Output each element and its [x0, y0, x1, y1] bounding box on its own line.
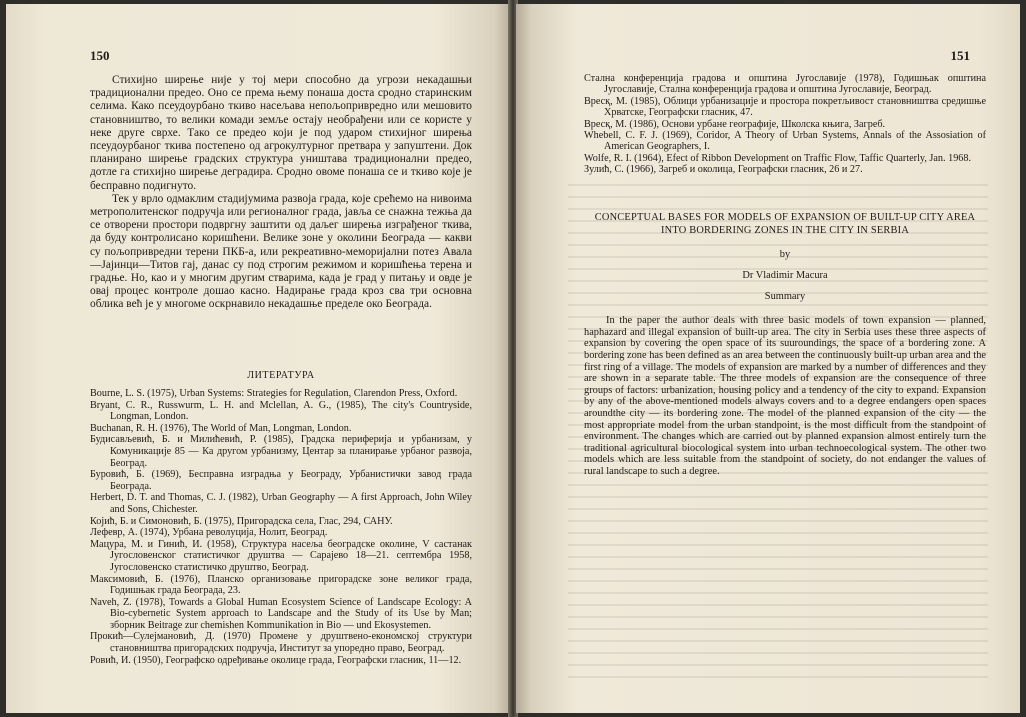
summary-author: Dr Vladimir Macura [742, 270, 828, 282]
reference-item: Wolfe, R. I. (1964), Efect of Ribbon Development on Traffic Flow, Taffic Quarterly, Jan. 1968. [584, 152, 972, 164]
reference-item: Whebell, C. F. J. (1969), Coridor, A Theory of Urban Systems, Annals of the Assosiation of American Geographers, I. [584, 130, 986, 153]
reference-item: Naveh, Z. (1978), Towards a Global Human Ecosystem Science of Landscape Ecology: A Bio-cybernetic System approach to Landscape and the Study of its Use by Man; зборник Beitrage zur chemishen Kommunikation in Bio — und Ekosystemen. [90, 596, 472, 631]
paragraph: Стихијно ширење није у тој мери способно да угрози некадашњи традиционални предео. Оно се према њему понаша доста сродно старинским селима. Како псеудоурбано ткиво насељава непољопривредно или мешовито становништво, то велики комади земље остају необрађени или се користе у неке друге сврхе. Тако се предео који је под ударом стихијног ширења псеудоурбаног ткива постепено од агрокултурног претвара у запуштени. Док планирано ширење градских структура уништава традиционални предео, дотле га стихијно ширење деградира. Сродно овоме понаша се и ткиво које је бесправно подигнуто. [90, 74, 472, 192]
english-summary [584, 212, 986, 478]
page-number: 150 [90, 48, 110, 63]
reference-item: Bryant, C. R., Russwurm, L. H. and Mclellan, A. G., (1985), The city's Countryside, Longman, London. [90, 399, 472, 423]
reference-item: Buchanan, R. H. (1976), The World of Man, Longman, London. [90, 422, 352, 434]
reference-item: Максимовић, Б. (1976), Планско организовање пригорадске зоне великог града, Годишњак града Београда, 23. [90, 573, 472, 597]
paragraph: Тек у врло одмаклим стадијумима развоја града, које срећемо на нивоима метрополитенског подручја или регионалног града, јавља се снажна тежња да се отворени простори подвргну заштити од даљег ширења изграђеног ткива, да буду контролисано коришћени. Велике зоне у околини Београда — какви су пољопривредни терени ПКБ-а, или рекреативно-меморијални потез Авала—Јајинци—Титов гај, данас су под строгим режимом и коришћења терена и градње. Но, као и у многим другим стварима, када је град у питању и овде је овај процес контроле дошао касно. Надирање града кроз сва три основна облика већ је у многоме оскрнавило некадашње пределе око Београда. [90, 192, 472, 311]
summary-title: CONCEPTUAL BASES FOR MODELS OF EXPANSION OF BUILT-UP CITY AREA INTO BORDERING ZONES IN THE CITY IN SERBIA [594, 212, 976, 236]
reference-item: Herbert, D. T. and Thomas, C. J. (1982), Urban Geography — A first Approach, John Wiley and Sons, Chichester. [90, 492, 472, 515]
summary-text: In the paper the author deals with three basic models of town expansion — planned, haphazard and illegal expansion of built-up area. The city in Serbia uses these three aspects of expansion by covering the open space of its suuroundings, the space of a bordering zone. A bordering zone has been defined as an area between the continuously built-up urban area and the first ring of a village. The models of expansion are marked by a number of differences and they are shown in a separate table. The three models of expansion are the consequence of three groups of factors: urbanization, housing policy and a tendency of the city to expand. Expansion by any of the above-mentioned models always covers and to a degree endangers open spaces aroundthe city — its bordering zone. The model of the planned expansion of the city — the most appropriate model from the urban standpoint, is the most difficult from the standpoint of environment. The changes which are carried out by planned expansion almost entirely turn the traditional agricultural biocological system into urban technoecological system. The other two models which are less suitable from the standpoint of society, do not endanger the values of rural landscape to such a degree. [584, 315, 986, 477]
body-text [90, 74, 472, 312]
summary-heading: Summary [764, 291, 806, 303]
left-page [6, 4, 510, 713]
reference-item: Bourne, L. S. (1975), Urban Systems: Strategies for Regulation, Clarendon Press, Oxford. [90, 388, 458, 399]
references-list-continued [584, 73, 986, 176]
references-heading: ЛИТЕРАТУРА [247, 370, 315, 381]
reference-item: Вресқ, М. (1986), Основи урбане географије, Школска књига, Загреб. [584, 118, 886, 130]
reference-item: Лефевр, А. (1974), Урбана револуција, Нолит, Београд. [90, 527, 328, 539]
reference-item: Будисављевић, Б. и Милићевић, Р. (1985), Градска периферија и урбанизам, у Комуникације 85 — Ка другом урбанизму, Центар за планирање урбаног развоја, Београд. [90, 434, 472, 469]
references-list [90, 388, 472, 666]
reference-item: Ровић, И. (1950), Географско одређивање околице града, Географски гласник, 11—12. [90, 654, 462, 666]
page-number: 151 [950, 48, 970, 63]
reference-item: Прокић—Сулејмановић, Д. (1970) Промене у друштвено-економској структури становништва пригорадских подручја, Институт за упоредно право, Београд. [90, 631, 472, 655]
right-page [516, 4, 1020, 713]
summary-by: by [779, 249, 791, 261]
reference-item: Вресқ, М. (1985), Облици урбанизације и простора покретљивост становништва средишње Хрватске, Географски гласник, 47. [584, 95, 986, 119]
reference-item: Зулић, С. (1966), Загреб и околица, Географски гласник, 26 и 27. [584, 164, 863, 176]
reference-item: Мацура, М. и Гинић, И. (1958), Структура насеља београдске околине, V састанак Југословенског статистичког друштва — Сарајево 18—21. септембра 1958, Југословенско статистичко друштво, Београд. [90, 538, 472, 573]
reference-item: Буровић, Б. (1969), Бесправна изградња у Београду, Урбанистички завод града Београда. [90, 469, 472, 492]
reference-item: Стална конференција градова и општина Југославије (1978), Годишњак општина Југославије, Стална конференција градова и општина Југославије, Београд. [584, 73, 986, 96]
reference-item: Којић, Б. и Симоновић, Б. (1975), Пригорадска села, Глас, 294, САНУ. [90, 515, 393, 527]
